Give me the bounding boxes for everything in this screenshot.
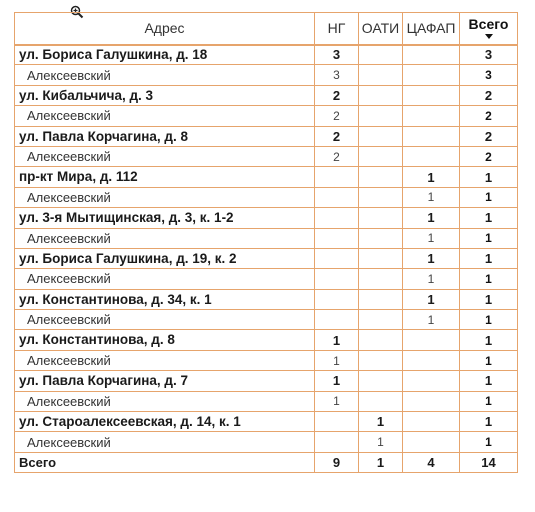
cell-address: ул. Павла Корчагина, д. 7 <box>15 371 315 391</box>
cell-oati <box>359 45 403 65</box>
address-row <box>15 371 518 391</box>
totals-cafap: 4 <box>403 452 460 472</box>
cell-oati <box>359 146 403 166</box>
cell-cafap: 1 <box>403 269 460 289</box>
cell-ng <box>315 167 359 187</box>
cell-total: 1 <box>460 167 518 187</box>
cell-cafap: 1 <box>403 310 460 330</box>
address-row <box>15 45 518 65</box>
cell-cafap <box>403 391 460 411</box>
column-header-total[interactable] <box>460 13 518 45</box>
cell-cafap <box>403 106 460 126</box>
header-row <box>15 13 518 45</box>
address-row <box>15 126 518 146</box>
cell-cafap: 1 <box>403 289 460 309</box>
cell-oati <box>359 330 403 350</box>
cell-ng: 3 <box>315 65 359 85</box>
cell-cafap: 1 <box>403 187 460 207</box>
cell-total: 1 <box>460 391 518 411</box>
column-header-cafap[interactable]: ЦАФАП <box>403 13 460 45</box>
address-row <box>15 289 518 309</box>
cell-ng: 3 <box>315 45 359 65</box>
totals-oati: 1 <box>359 452 403 472</box>
cell-cafap <box>403 350 460 370</box>
cell-ng: 2 <box>315 126 359 146</box>
cell-ng: 1 <box>315 371 359 391</box>
totals-row <box>15 452 518 472</box>
cell-oati <box>359 248 403 268</box>
cell-cafap <box>403 412 460 432</box>
cell-cafap <box>403 45 460 65</box>
cell-address: пр-кт Мира, д. 112 <box>15 167 315 187</box>
cell-address: ул. Константинова, д. 8 <box>15 330 315 350</box>
district-row <box>15 350 518 370</box>
cell-address: Алексеевский <box>15 432 315 452</box>
cell-oati: 1 <box>359 432 403 452</box>
address-row <box>15 330 518 350</box>
cell-ng <box>315 208 359 228</box>
cell-cafap <box>403 432 460 452</box>
cell-total: 1 <box>460 269 518 289</box>
column-header-total-label: Всего <box>468 16 509 33</box>
cell-ng: 1 <box>315 391 359 411</box>
cell-cafap <box>403 126 460 146</box>
cell-address: ул. Константинова, д. 34, к. 1 <box>15 289 315 309</box>
cell-total: 1 <box>460 330 518 350</box>
cell-address: Алексеевский <box>15 146 315 166</box>
cell-oati <box>359 310 403 330</box>
cell-address: ул. Павла Корчагина, д. 8 <box>15 126 315 146</box>
cell-cafap: 1 <box>403 208 460 228</box>
cell-total: 2 <box>460 146 518 166</box>
sort-descending-icon <box>485 34 493 39</box>
cell-total: 1 <box>460 248 518 268</box>
cell-oati <box>359 106 403 126</box>
cell-address: ул. 3-я Мытищинская, д. 3, к. 1-2 <box>15 208 315 228</box>
cell-cafap <box>403 146 460 166</box>
cell-ng <box>315 187 359 207</box>
cell-cafap: 1 <box>403 248 460 268</box>
cell-total: 1 <box>460 412 518 432</box>
cell-oati <box>359 65 403 85</box>
cell-address: ул. Бориса Галушкина, д. 18 <box>15 45 315 65</box>
cell-total: 1 <box>460 228 518 248</box>
cell-total: 1 <box>460 371 518 391</box>
cell-address: Алексеевский <box>15 65 315 85</box>
cell-address: Алексеевский <box>15 187 315 207</box>
column-header-address[interactable]: Адрес <box>15 13 315 45</box>
cell-oati <box>359 289 403 309</box>
cell-ng <box>315 289 359 309</box>
cell-total: 1 <box>460 187 518 207</box>
cell-cafap <box>403 85 460 105</box>
cell-address: Алексеевский <box>15 310 315 330</box>
cell-total: 1 <box>460 310 518 330</box>
cell-address: Алексеевский <box>15 350 315 370</box>
cell-address: Алексеевский <box>15 391 315 411</box>
address-row <box>15 412 518 432</box>
totals-total: 14 <box>460 452 518 472</box>
address-row <box>15 248 518 268</box>
district-row <box>15 228 518 248</box>
cell-total: 3 <box>460 45 518 65</box>
cell-oati <box>359 167 403 187</box>
district-row <box>15 391 518 411</box>
totals-label: Всего <box>15 452 315 472</box>
cell-ng <box>315 228 359 248</box>
cell-ng <box>315 432 359 452</box>
cell-total: 1 <box>460 289 518 309</box>
cell-ng <box>315 269 359 289</box>
totals-ng: 9 <box>315 452 359 472</box>
table-body <box>15 45 518 453</box>
cell-oati <box>359 371 403 391</box>
cell-address: Алексеевский <box>15 106 315 126</box>
cell-ng: 1 <box>315 350 359 370</box>
cell-cafap <box>403 330 460 350</box>
cell-total: 2 <box>460 106 518 126</box>
district-row <box>15 187 518 207</box>
cell-oati <box>359 187 403 207</box>
cell-address: Алексеевский <box>15 269 315 289</box>
address-row <box>15 85 518 105</box>
district-row <box>15 106 518 126</box>
cell-total: 1 <box>460 432 518 452</box>
column-header-oati[interactable]: ОАТИ <box>359 13 403 45</box>
cell-total: 2 <box>460 126 518 146</box>
cell-ng: 2 <box>315 146 359 166</box>
district-row <box>15 432 518 452</box>
column-header-ng[interactable]: НГ <box>315 13 359 45</box>
cell-cafap: 1 <box>403 167 460 187</box>
cell-cafap <box>403 65 460 85</box>
cell-oati <box>359 269 403 289</box>
cell-total: 2 <box>460 85 518 105</box>
cell-ng <box>315 248 359 268</box>
cell-ng: 1 <box>315 330 359 350</box>
cell-oati <box>359 228 403 248</box>
district-row <box>15 310 518 330</box>
cell-cafap <box>403 371 460 391</box>
cell-total: 3 <box>460 65 518 85</box>
cell-oati <box>359 350 403 370</box>
cell-address: Алексеевский <box>15 228 315 248</box>
cell-total: 1 <box>460 350 518 370</box>
address-row <box>15 208 518 228</box>
cell-oati <box>359 208 403 228</box>
cell-address: ул. Староалексеевская, д. 14, к. 1 <box>15 412 315 432</box>
cell-ng: 2 <box>315 85 359 105</box>
address-row <box>15 167 518 187</box>
cell-oati <box>359 126 403 146</box>
district-row <box>15 269 518 289</box>
cell-address: ул. Кибальчича, д. 3 <box>15 85 315 105</box>
cell-ng <box>315 412 359 432</box>
district-row <box>15 65 518 85</box>
cell-cafap: 1 <box>403 228 460 248</box>
cell-address: ул. Бориса Галушкина, д. 19, к. 2 <box>15 248 315 268</box>
cell-oati <box>359 391 403 411</box>
cell-ng <box>315 310 359 330</box>
cell-ng: 2 <box>315 106 359 126</box>
report-table <box>14 12 518 473</box>
cell-oati: 1 <box>359 412 403 432</box>
cell-oati <box>359 85 403 105</box>
cell-total: 1 <box>460 208 518 228</box>
district-row <box>15 146 518 166</box>
